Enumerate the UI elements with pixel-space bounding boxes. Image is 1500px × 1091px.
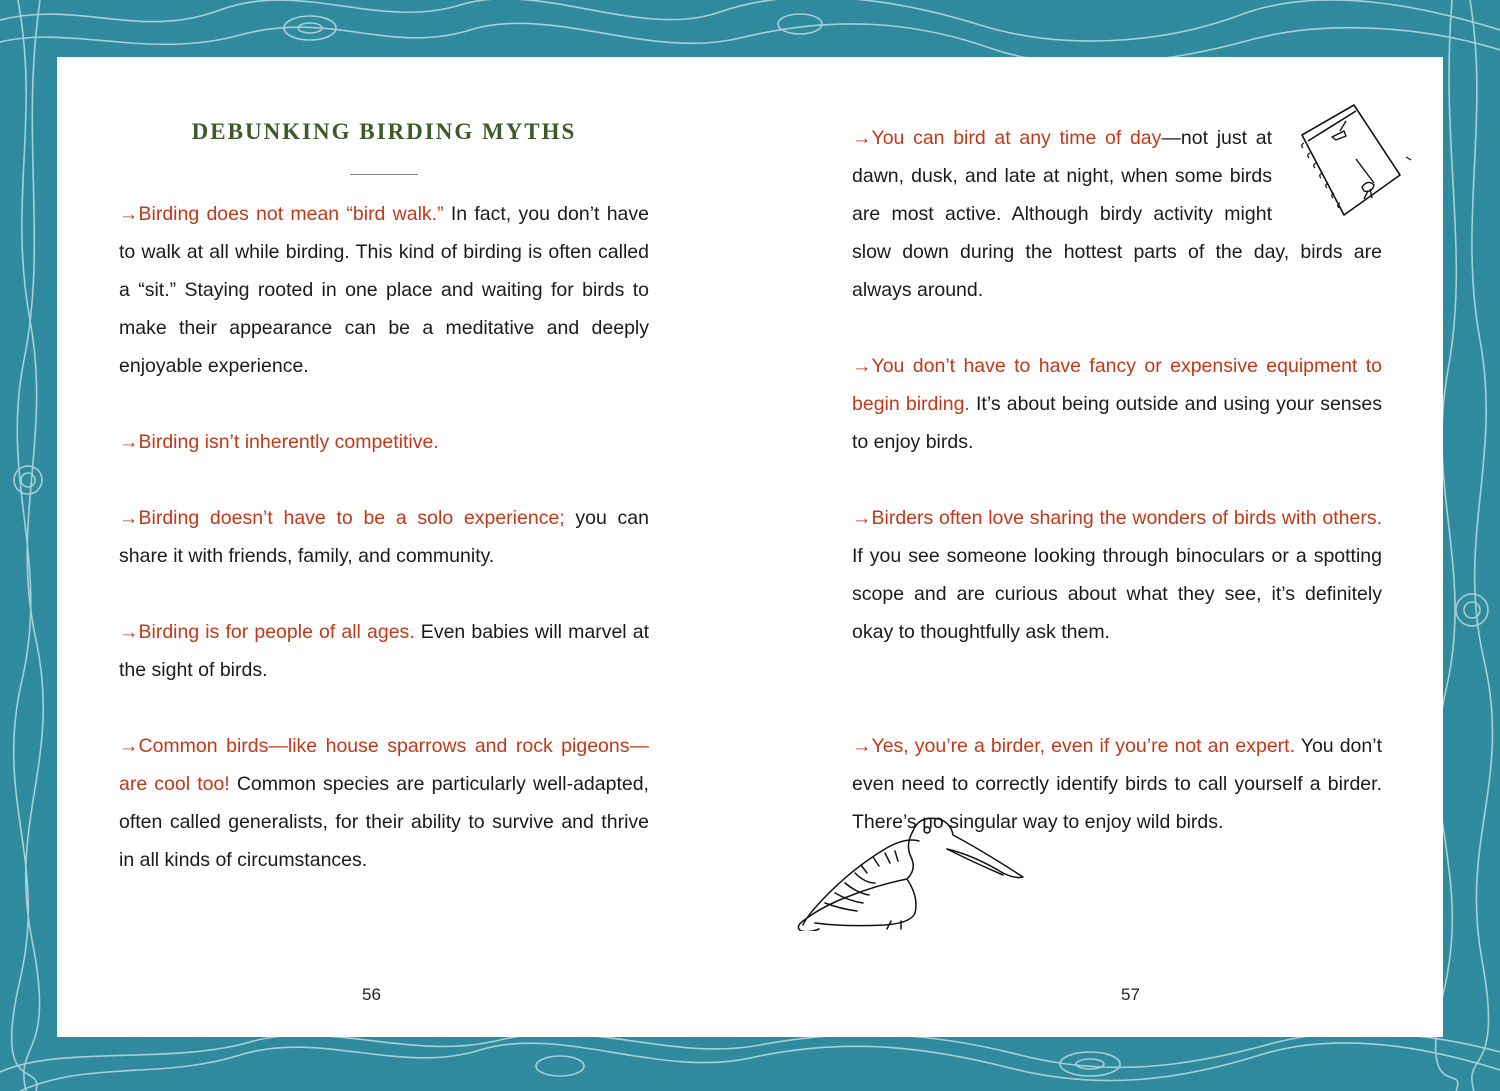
myth-paragraph: →You don’t have to have fancy or expensive equipment to begin birding. It’s about being outside and using your senses to enjoy birds. — [852, 355, 1382, 453]
myth-paragraph: →Birding doesn’t have to be a solo experience; you can share it with friends, family, and community. — [119, 507, 649, 567]
book-spread — [57, 57, 1443, 1037]
section-title: DEBUNKING BIRDING MYTHS — [191, 119, 577, 144]
page-number-right: 57 — [1121, 985, 1140, 1004]
myth-paragraph: →Birding isn’t inherently competitive. — [119, 431, 439, 453]
title-divider — [350, 174, 418, 175]
myth-paragraph: →Birders often love sharing the wonders of birds with others. If you see someone looking through binoculars or a spotting scope and are curious about what they see, it’s definitely okay to thoughtfully ask them. — [852, 507, 1382, 643]
myth-paragraph: →Birding is for people of all ages. Even babies will marvel at the sight of birds. — [119, 621, 649, 681]
myth-paragraph: →Birding does not mean “bird walk.” In fact, you don’t have to walk at all while birding. This kind of birding is often called a “sit.” Staying rooted in one place and waiting for birds to make their appearance can be a meditative and deeply enjoyable experience. — [119, 203, 649, 377]
myth-paragraph: →You can bird at any time of day—not just at dawn, dusk, and late at night, when some birds are most active. Although birdy activity might slow down during the hottest parts of the day, birds are always around. — [852, 127, 1382, 301]
myth-paragraph: →Yes, you’re a birder, even if you’re not an expert. You don’t even need to correctly identify birds to call yourself a birder. There’s no singular way to enjoy wild birds. — [852, 735, 1382, 833]
pelican-sketch-icon — [795, 809, 1027, 931]
myth-paragraph: →Common birds—like house sparrows and rock pigeons—are cool too! Common species are particularly well-adapted, often called generalists, for their ability to survive and thrive in all kinds of circumstances. — [119, 735, 649, 871]
notebook-sketch-icon — [1282, 97, 1412, 227]
page-number-left: 56 — [362, 985, 381, 1004]
